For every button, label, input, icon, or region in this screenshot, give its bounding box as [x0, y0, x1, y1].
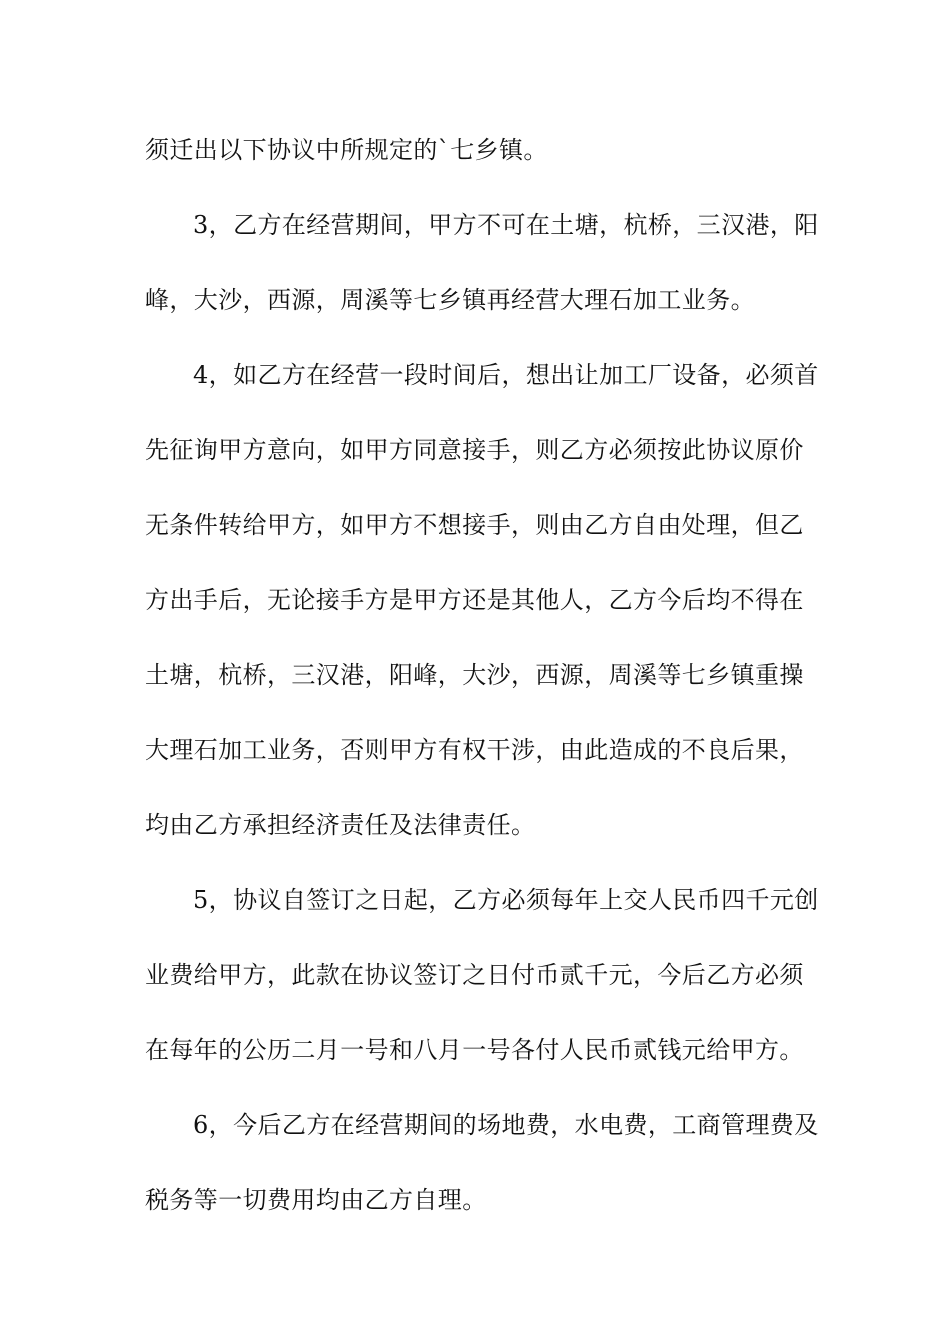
paragraph-4-line-7: 均由乙方承担经济责任及法律责任。 — [145, 811, 536, 839]
paragraph-4-line-2: 先征询甲方意向，如甲方同意接手，则乙方必须按此协议原价 — [145, 436, 804, 464]
paragraph-5-line-3: 在每年的公历二月一号和八月一号各付人民币贰钱元给甲方。 — [145, 1036, 804, 1064]
text-line-1: 须迁出以下协议中所规定的`七乡镇。 — [145, 136, 548, 164]
paragraph-4-line-6: 大理石加工业务，否则甲方有权干涉，由此造成的不良后果， — [145, 736, 804, 764]
paragraph-4-line-5: 土塘，杭桥，三汉港，阳峰，大沙，西源，周溪等七乡镇重操 — [145, 661, 804, 689]
paragraph-5-line-1: 5，协议自签订之日起，乙方必须每年上交人民币四千元创 — [193, 886, 819, 914]
paragraph-4-line-1: 4，如乙方在经营一段时间后，想出让加工厂设备，必须首 — [193, 361, 819, 389]
paragraph-6-line-2: 税务等一切费用均由乙方自理。 — [145, 1186, 487, 1214]
paragraph-4-line-3: 无条件转给甲方，如甲方不想接手，则由乙方自由处理，但乙 — [145, 511, 804, 539]
paragraph-3-line-1: 3，乙方在经营期间，甲方不可在土塘，杭桥，三汉港，阳 — [193, 211, 819, 239]
paragraph-5-line-2: 业费给甲方，此款在协议签订之日付币贰千元，今后乙方必须 — [145, 961, 804, 989]
paragraph-6-line-1: 6，今后乙方在经营期间的场地费，水电费，工商管理费及 — [193, 1111, 819, 1139]
paragraph-3-line-2: 峰，大沙，西源，周溪等七乡镇再经营大理石加工业务。 — [145, 286, 755, 314]
paragraph-4-line-4: 方出手后，无论接手方是甲方还是其他人，乙方今后均不得在 — [145, 586, 804, 614]
